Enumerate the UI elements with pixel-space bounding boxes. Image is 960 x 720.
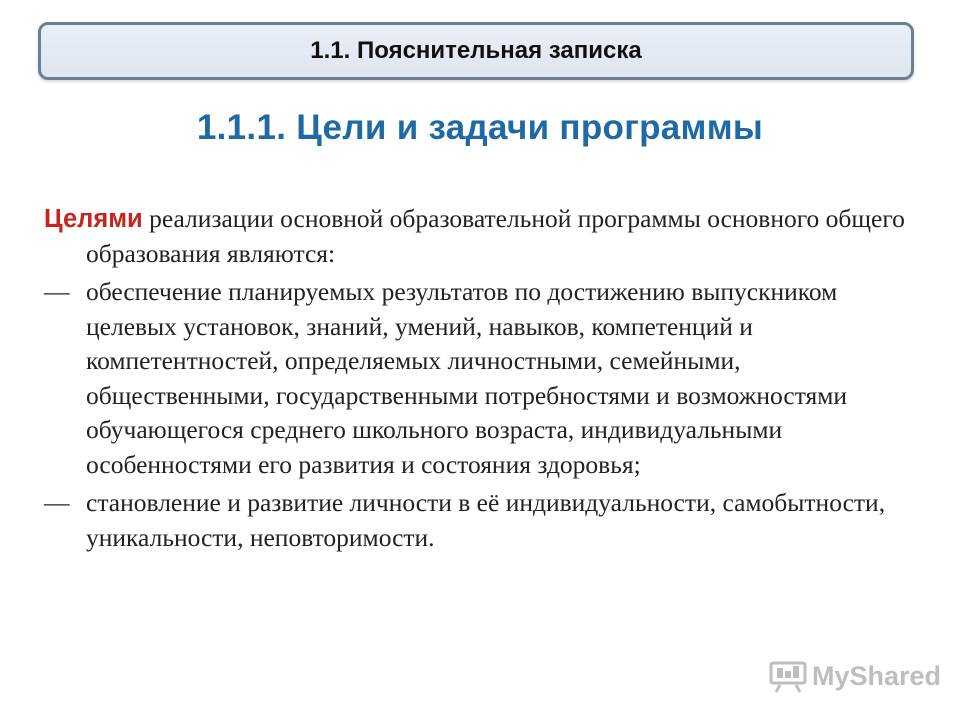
watermark: [768, 656, 941, 696]
header-banner: [38, 22, 914, 80]
goal-item-1: [44, 275, 924, 482]
section-subtitle: 1.1.1. Цели и задачи программы: [196, 108, 764, 147]
intro-paragraph: [44, 202, 924, 271]
intro-rest: реализации основной образовательной программы основного общего образования являются:: [86, 204, 905, 268]
dash-marker: —: [44, 488, 70, 517]
presentation-board-icon: [768, 659, 808, 693]
goal-item-2-text: становление и развитие личности в её индивидуальности, самобытности, уникальности, неповторимости.: [86, 488, 886, 552]
watermark-text: MyShared: [812, 660, 942, 691]
body-text: [44, 202, 924, 559]
intro-emphasis: Целями: [44, 205, 143, 233]
header-title: 1.1. Пояснительная записка: [310, 37, 642, 64]
goal-item-2: [44, 486, 924, 555]
goal-item-1-text: обеспечение планируемых результатов по достижению выпускником целевых установок, знаний, умений, навыков, компетенций и компетентностей, определяемых личностными, семейными, общественными, государственными потребностями и возможностями обучающегося среднего школьного возраста, индивидуальными особенностями его развития и состояния здоровья;: [86, 277, 848, 479]
dash-marker: —: [44, 277, 70, 306]
